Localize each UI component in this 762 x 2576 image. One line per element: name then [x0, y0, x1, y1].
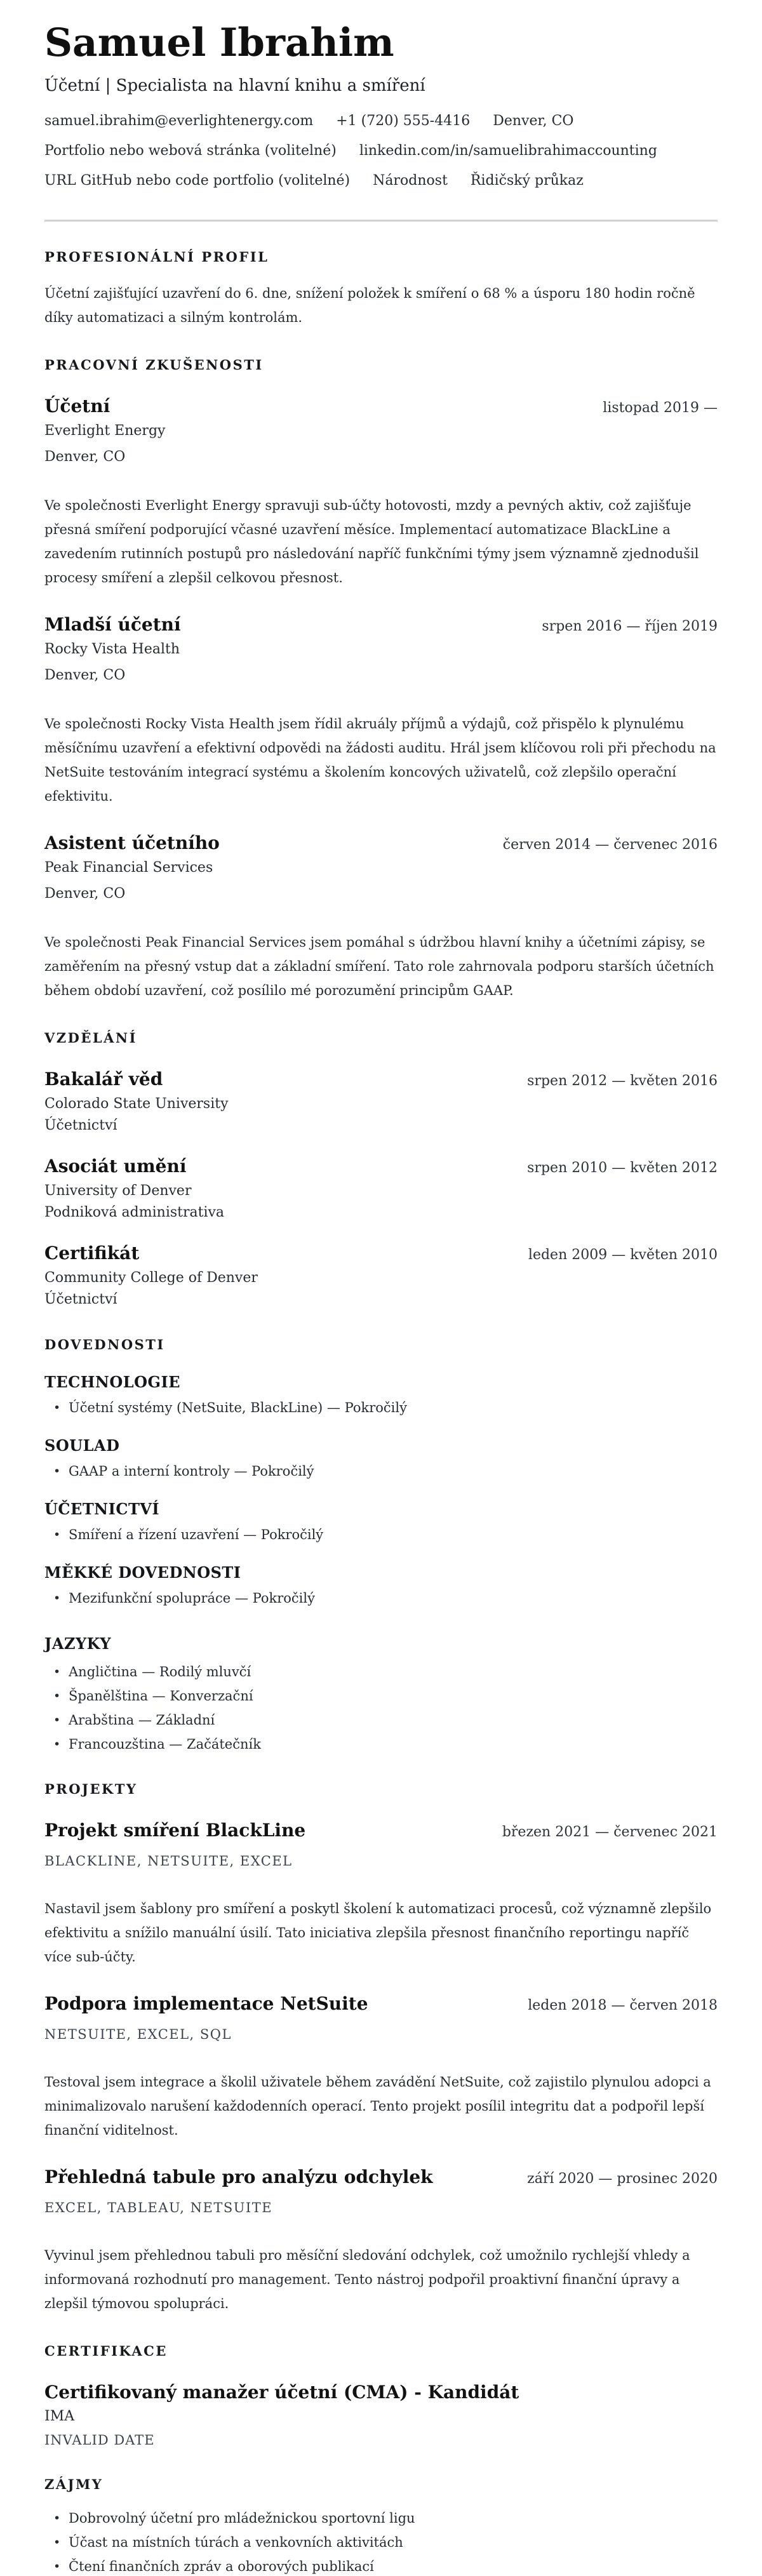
project-tags: BLACKLINE, NETSUITE, EXCEL — [44, 1853, 293, 1869]
section-projects — [44, 1780, 718, 2316]
job-company: Everlight Energy — [44, 423, 166, 439]
education-section-header: VZDĚLÁNÍ — [44, 1030, 137, 1046]
contact-linkedin: linkedin.com/in/samuelibrahimaccounting — [359, 143, 657, 159]
skill-item-text: Účetní systémy (NetSuite, BlackLine) — Pokročilý — [69, 1400, 407, 1415]
skill-item-text: GAAP a interní kontroly — Pokročilý — [69, 1464, 314, 1479]
language-item-text: Španělština — Konverzační — [69, 1688, 253, 1704]
project-title: Přehledná tabule pro analýzu odchylek — [44, 2166, 433, 2187]
language-item — [53, 1662, 718, 1681]
job-title-row — [44, 396, 718, 419]
interest-item — [53, 2533, 718, 2552]
job-dates: červen 2014 — červenec 2016 — [502, 837, 718, 853]
languages-list — [44, 1662, 718, 1754]
language-item-text: Francouzština — Začátečník — [69, 1737, 261, 1752]
project-dates: leden 2018 — červen 2018 — [528, 1998, 718, 2013]
education-title-row — [44, 1243, 718, 1266]
language-item — [53, 1711, 718, 1730]
job-dates: listopad 2019 — — [603, 400, 718, 416]
project-tags: EXCEL, TABLEAU, NETSUITE — [44, 2200, 273, 2215]
skill-item — [53, 1462, 718, 1481]
project-entry — [44, 1993, 718, 2142]
job-description: Ve společnosti Rocky Vista Health jsem řídil akruály příjmů a výdajů, což přispělo k plynulému měsíčnímu uzavření a efektivní odpovědi na žádosti auditu. Hrál jsem klíčovou roli při přechodu na NetSuite testováním integrací systému a školením koncových uživatelů, což zlepšilo operační efektivitu. — [44, 716, 716, 804]
section-skills — [44, 1336, 718, 1608]
education-field: Účetnictví — [44, 1118, 117, 1133]
interests-list — [44, 2509, 718, 2576]
job-location: Denver, CO — [44, 449, 126, 465]
job-description: Ve společnosti Everlight Energy spravuji sub-účty hotovosti, mzdy a pevných aktiv, což zajišťuje přesná smíření podporující včasné uzavření měsíce. Implementací automatizace BlackLine a zavedením rutinních postupů pro následování napříč funkčními týmy jsem významně zjednodušil procesy smíření a zlepšil celkovou přesnost. — [44, 498, 699, 585]
profile-section-header: PROFESIONÁLNÍ PROFIL — [44, 249, 269, 265]
contact-drivers-license: Řidičský průkaz — [470, 173, 584, 189]
education-degree: Asociát umění — [44, 1156, 187, 1177]
project-description: Nastavil jsem šablony pro smíření a poskytl školení k automatizaci procesů, což významně zlepšilo efektivitu a snížilo manuální úsilí. Tato iniciativa zlepšila přesnost finančního reportingu napříč více sub-účty. — [44, 1901, 712, 1965]
skill-group-title: ÚČETNICTVÍ — [44, 1500, 160, 1518]
profile-summary: Účetní zajišťující uzavření do 6. dne, snížení položek k smíření o 68 % a úsporu 180 hodin ročně díky automatizaci a silným kontrolám. — [44, 286, 695, 325]
job-entry — [44, 832, 718, 1003]
education-school: Colorado State University — [44, 1096, 229, 1112]
project-title-row — [44, 2166, 718, 2190]
project-entry — [44, 1820, 718, 1969]
interest-item — [53, 2557, 718, 2576]
job-description: Ve společnosti Peak Financial Services jsem pomáhal s údržbou hlavní knihy a účetními zápisy, se zaměřením na přesný vstup dat a základní smíření. Tato role zahrnovala podporu starších účetních během období uzavření, což posílilo mé porozumění principům GAAP. — [44, 935, 714, 998]
project-dates: březen 2021 — červenec 2021 — [502, 1824, 718, 1840]
header-divider — [44, 220, 718, 222]
job-location: Denver, CO — [44, 667, 126, 683]
interest-item — [53, 2509, 718, 2528]
contact-portfolio: Portfolio nebo webová stránka (volitelné) — [44, 143, 337, 159]
interest-item-text: Čtení finančních zpráv a oborových publikací — [69, 2559, 374, 2574]
section-profile — [44, 248, 718, 330]
contact-row-1 — [44, 112, 718, 131]
education-school: Community College of Denver — [44, 1270, 258, 1286]
skill-item — [53, 1525, 718, 1544]
skill-group-list — [44, 1589, 718, 1608]
job-title-row — [44, 832, 718, 856]
education-title-row — [44, 1156, 718, 1179]
language-item-text: Angličtina — Rodilý mluvčí — [69, 1664, 251, 1679]
skill-group-title: SOULAD — [44, 1436, 120, 1455]
project-tags: NETSUITE, EXCEL, SQL — [44, 2027, 232, 2042]
skills-section-header: DOVEDNOSTI — [44, 1337, 165, 1352]
projects-section-header: PROJEKTY — [44, 1781, 138, 1797]
contact-row-2 — [44, 142, 718, 161]
certifications-section-header: CERTIFIKACE — [44, 2343, 168, 2359]
job-entry — [44, 614, 718, 808]
contact-github: URL GitHub nebo code portfolio (volitelné) — [44, 173, 351, 189]
education-dates: srpen 2010 — květen 2012 — [527, 1160, 718, 1176]
skill-group-list — [44, 1398, 718, 1417]
certification-entry — [44, 2382, 718, 2449]
contact-row-3 — [44, 171, 718, 190]
resume-subtitle: Účetní | Specialista na hlavní knihu a smíření — [44, 76, 425, 95]
language-item — [53, 1735, 718, 1754]
interest-item-text: Účast na místních túrách a venkovních aktivitách — [69, 2535, 403, 2550]
skill-item — [53, 1398, 718, 1417]
education-entry — [44, 1069, 718, 1135]
education-dates: leden 2009 — květen 2010 — [528, 1247, 718, 1263]
contact-nationality: Národnost — [373, 173, 448, 189]
skill-group-title: TECHNOLOGIE — [44, 1373, 181, 1391]
section-languages — [44, 1634, 718, 1754]
interest-item-text: Dobrovolný účetní pro mládežnickou sportovní ligu — [69, 2511, 415, 2526]
project-title: Podpora implementace NetSuite — [44, 1993, 368, 2014]
project-description: Vyvinul jsem přehlednou tabuli pro měsíční sledování odchylek, což umožnilo rychlejší vhledy a informovaná rozhodnutí pro management. Tento nástroj podpořil proaktivní finanční úpravy a zlepšil týmovou spolupráci. — [44, 2248, 690, 2311]
job-dates: srpen 2016 — říjen 2019 — [542, 618, 718, 634]
job-location: Denver, CO — [44, 886, 126, 902]
interests-section-header: ZÁJMY — [44, 2476, 104, 2492]
language-item-text: Arabština — Základní — [69, 1712, 215, 1728]
certification-date: INVALID DATE — [44, 2433, 155, 2448]
skill-item-text: Smíření a řízení uzavření — Pokročilý — [69, 1527, 324, 1542]
resume-name: Samuel Ibrahim — [44, 20, 394, 65]
project-title: Projekt smíření BlackLine — [44, 1820, 306, 1841]
skill-item — [53, 1589, 718, 1608]
section-experience — [44, 356, 718, 1003]
project-entry — [44, 2166, 718, 2316]
education-entry — [44, 1243, 718, 1309]
education-degree: Certifikát — [44, 1243, 140, 1264]
skill-group-list — [44, 1525, 718, 1544]
job-entry — [44, 396, 718, 590]
section-education — [44, 1029, 718, 1309]
skill-item-text: Mezifunkční spolupráce — Pokročilý — [69, 1591, 315, 1606]
education-field: Účetnictví — [44, 1291, 117, 1307]
certification-title: Certifikovaný manažer účetní (CMA) - Kandidát — [44, 2382, 519, 2403]
job-company: Rocky Vista Health — [44, 641, 180, 657]
languages-section-header: JAZYKY — [44, 1634, 111, 1653]
section-interests — [44, 2476, 718, 2576]
contact-location: Denver, CO — [493, 113, 574, 129]
contact-email: samuel.ibrahim@everlightenergy.com — [44, 113, 314, 129]
section-certifications — [44, 2342, 718, 2449]
job-company: Peak Financial Services — [44, 860, 213, 876]
education-degree: Bakalář věd — [44, 1069, 163, 1090]
skill-group-title: MĚKKÉ DOVEDNOSTI — [44, 1563, 241, 1582]
education-dates: srpen 2012 — květen 2016 — [527, 1073, 718, 1089]
job-title-row — [44, 614, 718, 637]
education-entry — [44, 1156, 718, 1222]
project-description: Testoval jsem integrace a školil uživatele během zavádění NetSuite, což zajistilo plynulou adopci a minimalizovalo narušení každodenních operací. Tento projekt posílil integritu dat a podpořil lepší finanční viditelnost. — [44, 2074, 711, 2138]
education-school: University of Denver — [44, 1183, 192, 1199]
job-title: Mladší účetní — [44, 614, 181, 635]
project-title-row — [44, 1820, 718, 1843]
job-title: Asistent účetního — [44, 832, 220, 853]
skill-group-list — [44, 1462, 718, 1481]
project-dates: září 2020 — prosinec 2020 — [527, 2171, 718, 2187]
experience-section-header: PRACOVNÍ ZKUŠENOSTI — [44, 357, 264, 373]
education-field: Podniková administrativa — [44, 1205, 225, 1220]
job-title: Účetní — [44, 396, 110, 417]
project-title-row — [44, 1993, 718, 2017]
language-item — [53, 1686, 718, 1705]
certification-title-row — [44, 2382, 718, 2403]
education-title-row — [44, 1069, 718, 1092]
contact-phone: +1 (720) 555-4416 — [336, 113, 471, 129]
certification-issuer: IMA — [44, 2408, 75, 2424]
